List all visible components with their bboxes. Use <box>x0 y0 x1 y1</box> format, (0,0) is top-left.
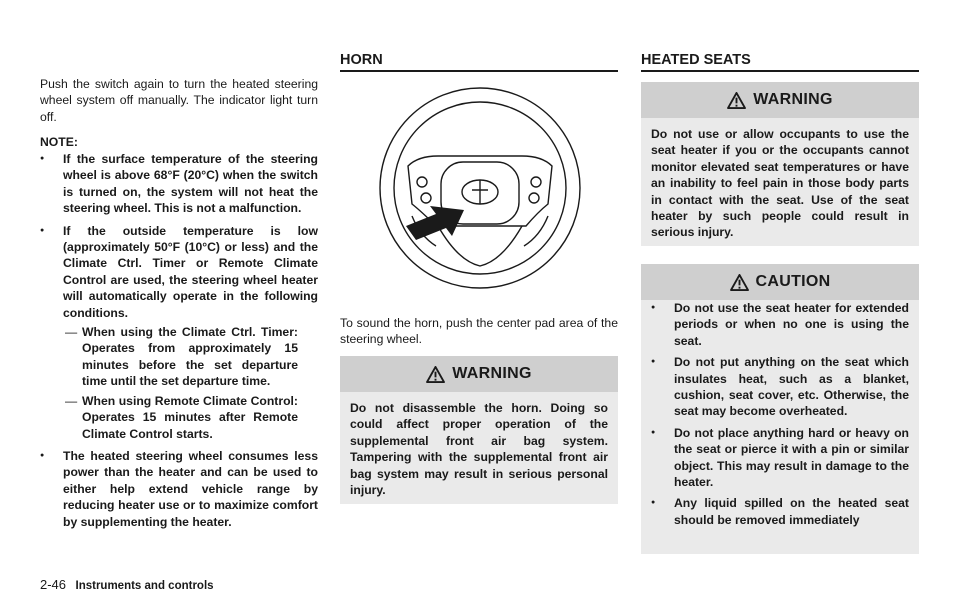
list-item <box>40 151 318 217</box>
caution-item-3: Do not place anything hard or heavy on the seat or pierce it with a pin or similar object. This may result in damage to the heater. <box>674 425 909 490</box>
list-item <box>651 425 909 491</box>
note-bullet-1: If the surface temperature of the steering wheel is above 68°F (20°C) when the switch is turned on, the system will not heat the steering wheel. This is not a malfunction. <box>63 152 318 216</box>
section-title: Instruments and controls <box>75 580 214 592</box>
seats-caution-box <box>641 264 919 554</box>
note-bullet-3: The heated steering wheel consumes less power than the heater and can be used to either help extend vehicle range by reducing heater use or to maximize comfort by supplementing the heater. <box>63 448 318 529</box>
list-item <box>651 354 909 420</box>
warning-triangle-icon <box>426 366 445 383</box>
page-number: 2-46 <box>40 577 67 592</box>
heated-seats-heading: HEATED SEATS <box>641 51 919 72</box>
horn-warning-box <box>340 356 618 504</box>
list-item <box>40 223 318 442</box>
list-item <box>40 448 318 530</box>
caution-item-2: Do not put anything on the seat which insulates heat, such as a blanket, cushion, seat cover, etc. Otherwise, the seat may become overheated. <box>674 355 909 419</box>
horn-heading: HORN <box>340 51 618 72</box>
condition-remote: When using Remote Climate Control: Operates 15 minutes after Remote Climate Control starts. <box>82 393 298 441</box>
horn-instructions: To sound the horn, push the center pad area of the steering wheel. <box>340 316 618 347</box>
caution-item-1: Do not use the seat heater for extended periods or when no one is using the seat. <box>674 301 909 348</box>
page-footer <box>40 577 214 592</box>
caution-header <box>641 264 919 300</box>
caution-list <box>641 300 919 528</box>
seats-warning-box <box>641 82 919 246</box>
list-item <box>651 495 909 528</box>
warning-text: Do not use or allow occupants to use the seat heater if you or the occupants cannot monitor elevated seat temperatures or have an inability to feel pain in those body parts in contact with the seat. Use of the seat heater by such people could result in serious injury. <box>651 127 909 240</box>
conditions-list <box>63 324 298 442</box>
caution-title: CAUTION <box>755 273 831 290</box>
warning-title: WARNING <box>452 365 532 382</box>
list-item <box>63 324 298 390</box>
list-item <box>63 393 298 442</box>
condition-timer: When using the Climate Ctrl. Timer: Operates from approximately 15 minutes before the set departure time until the set departure time. <box>82 325 298 389</box>
warning-text: Do not disassemble the horn. Doing so could affect proper operation of the supplemental front air bag system. Tampering with the supplemental front air bag system may result in serious personal injury. <box>350 401 608 498</box>
warning-header <box>641 82 919 118</box>
caution-item-4: Any liquid spilled on the heated seat should be removed immediately <box>674 496 909 527</box>
warning-header <box>340 356 618 392</box>
note-list <box>40 151 318 530</box>
warning-title: WARNING <box>753 91 833 108</box>
list-item <box>651 300 909 349</box>
steering-wheel-horn-illustration <box>378 86 582 294</box>
intro-paragraph: Push the switch again to turn the heated steering wheel system off manually. The indicator light turn off. <box>40 77 318 124</box>
note-bullet-2: If the outside temperature is low (approximately 50°F (10°C) or less) and the Climate Ctrl. Timer or Remote Climate Control are used, the steering wheel heater will automatically operate in the following conditions. <box>63 223 318 320</box>
warning-triangle-icon <box>727 92 746 109</box>
caution-triangle-icon <box>730 274 749 291</box>
note-label: NOTE: <box>40 135 78 149</box>
